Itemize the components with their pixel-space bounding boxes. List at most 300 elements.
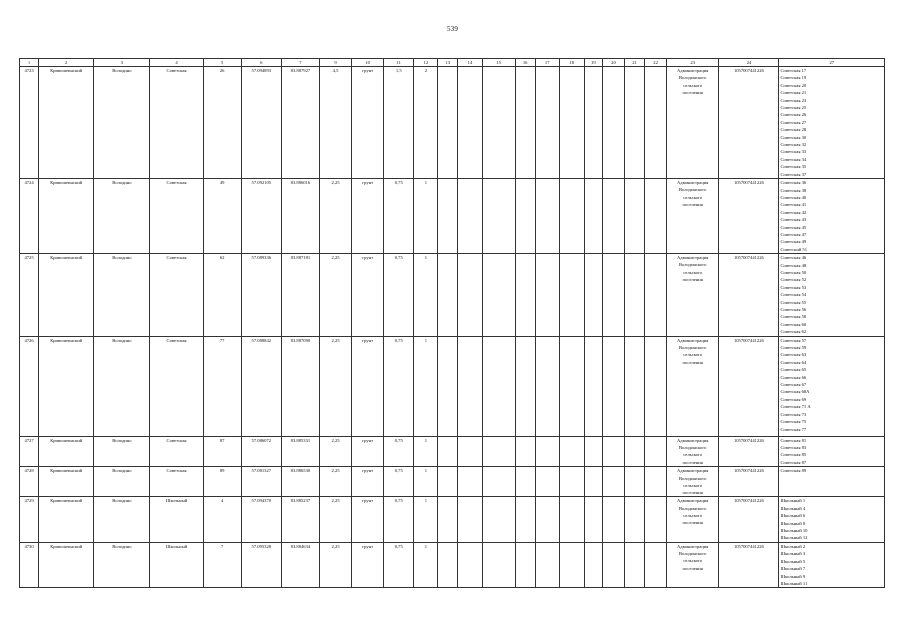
empty-cell (438, 336, 458, 436)
empty-cell (482, 336, 515, 436)
empty-cell (482, 67, 515, 179)
administration-line: сельского (683, 452, 703, 458)
column-header: 27 (779, 59, 885, 67)
empty-cell (515, 179, 535, 254)
area-cell: 2,25 (319, 179, 351, 254)
addresses-cell (779, 542, 885, 587)
ogrn-cell: 1057007441226 (719, 467, 779, 497)
district-cell: Кривошеинский (39, 336, 94, 436)
address-line: Советская 87 (780, 459, 807, 465)
administration-line: Володинского (678, 444, 707, 450)
volume-cell: 0,75 (384, 436, 414, 467)
addresses-cell (779, 254, 885, 336)
administration-line: Администрация (676, 543, 709, 549)
address-line: Школьный 11 (780, 580, 808, 586)
count-cell: 1 (414, 542, 438, 587)
empty-cell (559, 336, 584, 436)
addresses-cell (779, 467, 885, 497)
empty-cell (458, 467, 482, 497)
district-cell: Кривошеинский (39, 179, 94, 254)
empty-cell (438, 542, 458, 587)
administration-line: сельского (683, 269, 703, 275)
empty-cell (584, 497, 602, 542)
longitude-cell: 83.887181 (281, 254, 319, 336)
table-row (20, 336, 885, 436)
column-header: 4 (150, 59, 203, 67)
district-cell: Кривошеинский (39, 254, 94, 336)
address-line: Советская 32 (780, 142, 807, 148)
latitude-cell: 57.092105 (241, 179, 281, 254)
administration-line: сельского (683, 352, 703, 358)
village-cell: Володино (94, 336, 150, 436)
administration-line: сельского (683, 513, 703, 519)
empty-cell (602, 336, 624, 436)
volume-cell: 0,75 (384, 467, 414, 497)
village-cell: Володино (94, 436, 150, 467)
house-cell: 62 (203, 254, 241, 336)
empty-cell (559, 467, 584, 497)
street-cell: Советская (150, 336, 203, 436)
column-header: 18 (559, 59, 584, 67)
empty-cell (482, 497, 515, 542)
ogrn-cell: 1057007441226 (719, 179, 779, 254)
address-line: Советская 17 (780, 68, 807, 73)
column-header: 15 (482, 59, 515, 67)
administration-line: Володинского (678, 187, 707, 193)
address-line: Советская 46 (780, 255, 807, 261)
column-header: 20 (602, 59, 624, 67)
count-cell: 1 (414, 179, 438, 254)
column-header: 5 (203, 59, 241, 67)
address-line: Советская 43 (780, 217, 807, 223)
address-line: Школьный 6 (780, 513, 806, 519)
address-line: Советская 75 (780, 419, 807, 425)
administration-line: Администрация (676, 468, 709, 474)
address-line: Советская 23 (780, 97, 807, 103)
ogrn-cell: 1057007441226 (719, 542, 779, 587)
district-cell: Кривошеинский (39, 467, 94, 497)
house-cell: 89 (203, 467, 241, 497)
empty-cell (535, 497, 559, 542)
column-header: 6 (241, 59, 281, 67)
address-line: Школьный 1 (780, 498, 806, 504)
address-line: Советская 28 (780, 127, 807, 133)
column-header: 17 (535, 59, 559, 67)
empty-cell (438, 467, 458, 497)
street-cell: Советская (150, 67, 203, 179)
row-number-cell: 4724 (20, 179, 39, 254)
address-line: Советская 33 (780, 149, 807, 155)
empty-cell (602, 254, 624, 336)
village-cell: Володино (94, 179, 150, 254)
empty-cell (602, 467, 624, 497)
column-header: 10 (352, 59, 384, 67)
address-line: Советский 51 (780, 246, 808, 252)
empty-cell (624, 254, 644, 336)
empty-cell (645, 254, 667, 336)
administration-line: Администрация (676, 180, 709, 186)
empty-cell (515, 436, 535, 467)
address-line: Советская 49 (780, 239, 807, 245)
address-line: Советская 68А (780, 389, 810, 395)
administration-line: Володинского (678, 344, 707, 350)
address-line: Школьный 5 (780, 558, 806, 564)
administration-line: поселения (682, 490, 703, 496)
administration-line: поселения (682, 565, 703, 571)
column-header: 7 (281, 59, 319, 67)
longitude-cell: 83.887927 (281, 67, 319, 179)
row-number-cell: 4727 (20, 436, 39, 467)
cover-cell: грунт (352, 336, 384, 436)
table-row (20, 67, 885, 179)
volume-cell: 1,5 (384, 67, 414, 179)
administration-line: поселения (682, 277, 703, 283)
village-cell: Володино (94, 467, 150, 497)
empty-cell (458, 436, 482, 467)
administration-cell (667, 542, 719, 587)
empty-cell (515, 336, 535, 436)
address-line: Советская 67 (780, 382, 807, 388)
column-header: 16 (515, 59, 535, 67)
empty-cell (458, 254, 482, 336)
empty-cell (535, 467, 559, 497)
administration-line: поселения (682, 89, 703, 95)
empty-cell (624, 179, 644, 254)
latitude-cell: 57.094893 (241, 67, 281, 179)
address-line: Советская 65 (780, 367, 807, 373)
ogrn-cell: 1057007441226 (719, 67, 779, 179)
address-line: Советская 71 А (780, 404, 811, 410)
address-line: Советская 42 (780, 209, 807, 215)
house-cell: 87 (203, 436, 241, 467)
address-line: Школьный 8 (780, 520, 806, 526)
empty-cell (535, 542, 559, 587)
administration-line: Володинского (678, 475, 707, 481)
latitude-cell: 57.089336 (241, 254, 281, 336)
empty-cell (438, 254, 458, 336)
longitude-cell: 83.885237 (281, 497, 319, 542)
ogrn-cell: 1057007441226 (719, 254, 779, 336)
address-line: Советская 83 (780, 445, 807, 451)
empty-cell (535, 336, 559, 436)
address-line: Советская 20 (780, 82, 807, 88)
address-line: Советская 66 (780, 374, 807, 380)
empty-cell (584, 336, 602, 436)
empty-cell (559, 542, 584, 587)
volume-cell: 0,75 (384, 179, 414, 254)
street-cell: Школьный (150, 542, 203, 587)
empty-cell (584, 467, 602, 497)
address-line: Советская 34 (780, 156, 807, 162)
count-cell: 1 (414, 436, 438, 467)
column-header: 3 (94, 59, 150, 67)
address-line: Советская 25 (780, 105, 807, 111)
empty-cell (458, 336, 482, 436)
area-cell: 2,25 (319, 436, 351, 467)
empty-cell (482, 436, 515, 467)
address-line: Советская 63 (780, 352, 807, 358)
area-cell: 2,25 (319, 467, 351, 497)
administration-line: Володинского (678, 75, 707, 81)
village-cell: Володино (94, 497, 150, 542)
column-header: 11 (384, 59, 414, 67)
latitude-cell: 57.086072 (241, 436, 281, 467)
column-header: 13 (438, 59, 458, 67)
address-line: Советская 64 (780, 359, 807, 365)
district-cell: Кривошеинский (39, 542, 94, 587)
administration-line: Володинского (678, 262, 707, 268)
longitude-cell: 83.884634 (281, 542, 319, 587)
empty-cell (535, 254, 559, 336)
addresses-cell (779, 67, 885, 179)
latitude-cell: 57.094370 (241, 497, 281, 542)
empty-cell (624, 467, 644, 497)
administration-line: Администрация (676, 337, 709, 343)
address-line: Советская 38 (780, 187, 807, 193)
count-cell: 2 (414, 67, 438, 179)
administration-line: сельского (683, 558, 703, 564)
column-header: 12 (414, 59, 438, 67)
address-line: Школьный 3 (780, 551, 806, 557)
address-line: Советская 53 (780, 284, 807, 290)
administration-line: поселения (682, 459, 703, 465)
administration-line: Володинского (678, 551, 707, 557)
empty-cell (624, 542, 644, 587)
column-header: 19 (584, 59, 602, 67)
addresses-cell (779, 179, 885, 254)
administration-cell (667, 336, 719, 436)
empty-cell (602, 542, 624, 587)
empty-cell (645, 467, 667, 497)
district-cell: Кривошеинский (39, 67, 94, 179)
empty-cell (559, 436, 584, 467)
row-number-cell: 4726 (20, 336, 39, 436)
empty-cell (482, 467, 515, 497)
administration-cell (667, 467, 719, 497)
address-line: Советская 41 (780, 202, 807, 208)
ogrn-cell: 1057007441226 (719, 497, 779, 542)
address-line: Советская 30 (780, 134, 807, 140)
empty-cell (438, 179, 458, 254)
row-number-cell: 4730 (20, 542, 39, 587)
street-cell: Советская (150, 436, 203, 467)
latitude-cell: 57.088842 (241, 336, 281, 436)
administration-line: Администрация (676, 68, 709, 73)
administration-line: сельского (683, 482, 703, 488)
address-line: Советская 27 (780, 119, 807, 125)
empty-cell (602, 436, 624, 467)
row-number-cell: 4729 (20, 497, 39, 542)
address-line: Советская 69 (780, 396, 807, 402)
addresses-cell (779, 436, 885, 467)
address-line: Советская 81 (780, 437, 807, 443)
area-cell: 2,25 (319, 497, 351, 542)
volume-cell: 0,75 (384, 542, 414, 587)
empty-cell (535, 436, 559, 467)
table-row (20, 542, 885, 587)
empty-cell (624, 497, 644, 542)
address-line: Советская 62 (780, 329, 807, 335)
empty-cell (535, 67, 559, 179)
address-line: Школьный 9 (780, 573, 806, 579)
longitude-cell: 83.886016 (281, 179, 319, 254)
administration-cell (667, 179, 719, 254)
address-line: Советская 58 (780, 314, 807, 320)
address-line: Советская 73 (780, 411, 807, 417)
administration-line: сельского (683, 82, 703, 88)
volume-cell: 0,75 (384, 254, 414, 336)
district-cell: Кривошеинский (39, 497, 94, 542)
administration-line: поселения (682, 359, 703, 365)
empty-cell (584, 179, 602, 254)
administration-line: Администрация (676, 255, 709, 261)
column-header: 21 (624, 59, 644, 67)
administration-line: поселения (682, 520, 703, 526)
empty-cell (515, 497, 535, 542)
cover-cell: грунт (352, 497, 384, 542)
street-cell: Школьный (150, 497, 203, 542)
village-cell: Володино (94, 542, 150, 587)
empty-cell (645, 179, 667, 254)
street-cell: Советская (150, 179, 203, 254)
empty-cell (458, 179, 482, 254)
address-line: Советская 60 (780, 321, 807, 327)
address-line: Советская 26 (780, 112, 807, 118)
address-line: Советская 56 (780, 307, 807, 312)
administration-cell (667, 254, 719, 336)
empty-cell (602, 179, 624, 254)
volume-cell: 0,75 (384, 336, 414, 436)
house-cell: 49 (203, 179, 241, 254)
address-line: Советская 35 (780, 164, 807, 170)
cover-cell: грунт (352, 436, 384, 467)
address-line: Советская 21 (780, 90, 807, 96)
addresses-cell (779, 336, 885, 436)
empty-cell (438, 497, 458, 542)
empty-cell (535, 179, 559, 254)
empty-cell (559, 254, 584, 336)
address-line: Советская 47 (780, 231, 807, 237)
ogrn-cell: 1057007441226 (719, 336, 779, 436)
addresses-cell (779, 497, 885, 542)
administration-line: Администрация (676, 498, 709, 504)
address-line: Советская 54 (780, 292, 807, 298)
empty-cell (645, 497, 667, 542)
area-cell: 2,25 (319, 254, 351, 336)
empty-cell (624, 336, 644, 436)
village-cell: Володино (94, 67, 150, 179)
column-header: 14 (458, 59, 482, 67)
house-cell: 7 (203, 542, 241, 587)
column-header: 1 (20, 59, 39, 67)
header-row (20, 59, 885, 67)
administration-cell (667, 436, 719, 467)
address-line: Советская 19 (780, 75, 807, 81)
column-header: 24 (719, 59, 779, 67)
cover-cell: грунт (352, 542, 384, 587)
empty-cell (482, 179, 515, 254)
column-header: 22 (645, 59, 667, 67)
address-line: Советская 77 (780, 426, 807, 432)
administration-line: Администрация (676, 437, 709, 443)
cover-cell: грунт (352, 467, 384, 497)
empty-cell (458, 497, 482, 542)
empty-cell (584, 67, 602, 179)
empty-cell (438, 436, 458, 467)
latitude-cell: 57.095328 (241, 542, 281, 587)
table-row (20, 467, 885, 497)
page-number: 539 (446, 25, 459, 33)
volume-cell: 0,75 (384, 497, 414, 542)
longitude-cell: 83.887090 (281, 336, 319, 436)
empty-cell (515, 467, 535, 497)
empty-cell (645, 436, 667, 467)
column-header: 9 (319, 59, 351, 67)
address-line: Советская 50 (780, 269, 807, 275)
latitude-cell: 57.081327 (241, 467, 281, 497)
administration-cell (667, 497, 719, 542)
row-number-cell: 4723 (20, 67, 39, 179)
table-row (20, 254, 885, 336)
empty-cell (559, 67, 584, 179)
count-cell: 1 (414, 336, 438, 436)
address-line: Школьный 12 (780, 535, 808, 541)
street-cell: Советская (150, 467, 203, 497)
table-row (20, 497, 885, 542)
column-header: 2 (39, 59, 94, 67)
empty-cell (458, 67, 482, 179)
empty-cell (584, 254, 602, 336)
area-cell: 2,25 (319, 542, 351, 587)
address-line: Советская 52 (780, 277, 807, 283)
row-number-cell: 4725 (20, 254, 39, 336)
area-cell: 4,5 (319, 67, 351, 179)
area-cell: 2,25 (319, 336, 351, 436)
address-line: Советская 59 (780, 345, 807, 351)
administration-cell (667, 67, 719, 179)
house-cell: 4 (203, 497, 241, 542)
administration-line: поселения (682, 201, 703, 207)
address-line: Советская 40 (780, 194, 807, 200)
address-line: Школьный 7 (780, 566, 806, 572)
street-cell: Советская (150, 254, 203, 336)
empty-cell (515, 67, 535, 179)
address-line: Школьный 10 (780, 528, 808, 534)
count-cell: 1 (414, 467, 438, 497)
administration-line: сельского (683, 194, 703, 200)
cover-cell: грунт (352, 67, 384, 179)
empty-cell (624, 436, 644, 467)
village-cell: Володино (94, 254, 150, 336)
empty-cell (645, 67, 667, 179)
empty-cell (482, 254, 515, 336)
address-line: Советская 55 (780, 299, 807, 305)
district-cell: Кривошеинский (39, 436, 94, 467)
empty-cell (584, 542, 602, 587)
ogrn-cell: 1057007441226 (719, 436, 779, 467)
count-cell: 1 (414, 497, 438, 542)
table-row (20, 179, 885, 254)
empty-cell (438, 67, 458, 179)
address-line: Школьный 2 (780, 543, 806, 549)
address-line: Советская 57 (780, 337, 807, 343)
registry-table (19, 58, 885, 588)
address-line: Советская 48 (780, 262, 807, 268)
house-cell: 26 (203, 67, 241, 179)
cover-cell: грунт (352, 254, 384, 336)
empty-cell (602, 497, 624, 542)
longitude-cell: 83.886530 (281, 467, 319, 497)
